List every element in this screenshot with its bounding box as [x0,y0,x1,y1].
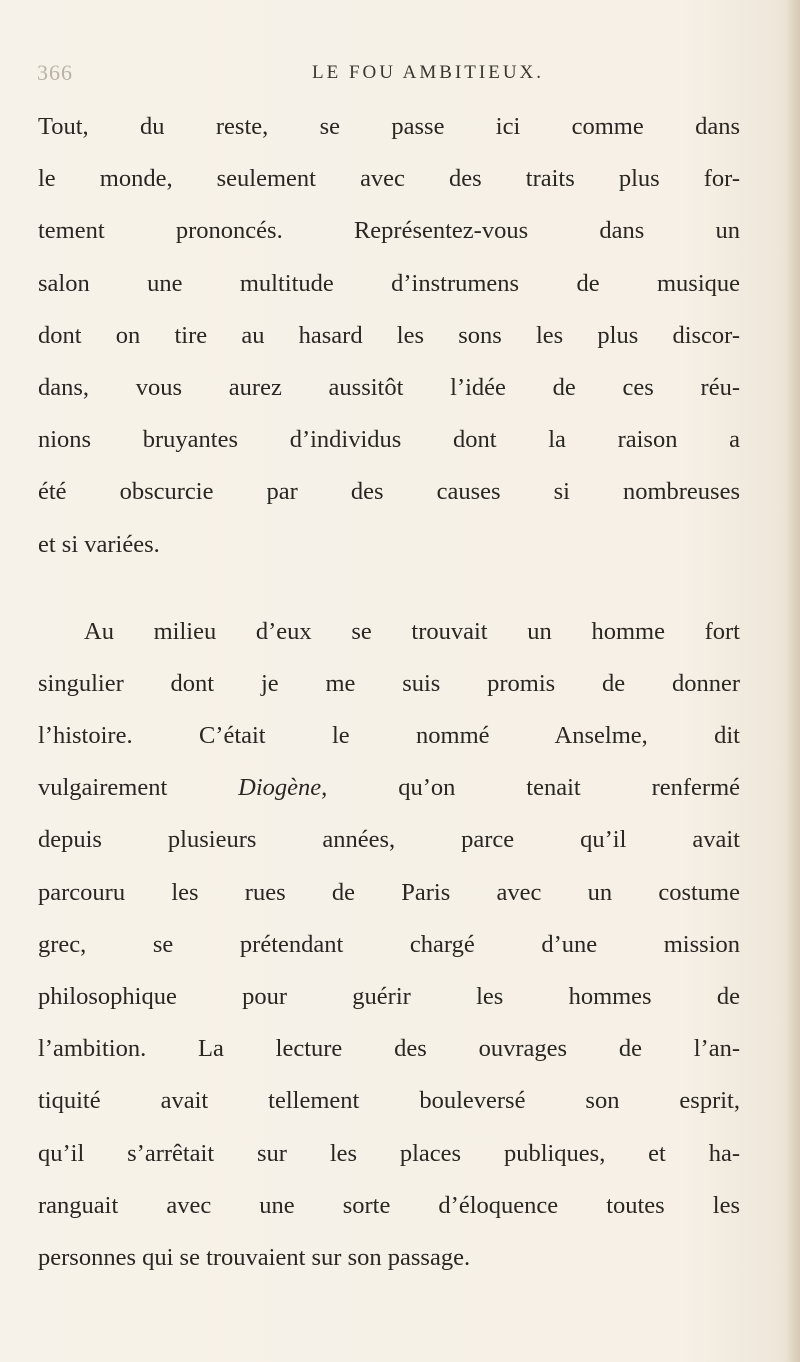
text-line: dans, vous aurez aussitôt l’idée de ces réu- [38,373,740,401]
text-line: Au milieu d’eux se trouvait un homme fort [84,617,740,645]
text-fragment: qu’on tenait renfermé [327,774,740,802]
paragraph-2 [38,606,740,1284]
italic-name-diogene: Diogène, [238,774,328,802]
paragraph-gap [38,571,740,606]
text-line: parcouru les rues de Paris avec un costume [38,878,740,906]
paragraph-1 [38,101,740,571]
page-header [0,60,800,96]
text-line: et si variées. [38,530,160,558]
text-line: l’histoire. C’était le nommé Anselme, dit [38,722,740,750]
text-line: dont on tire au hasard les sons les plus discor- [38,321,740,349]
text-line: grec, se prétendant chargé d’une mission [38,930,740,958]
text-line: l’ambition. La lecture des ouvrages de l’an- [38,1035,740,1063]
text-line: philosophique pour guérir les hommes de [38,983,740,1010]
text-line: ranguait avec une sorte d’éloquence toutes les [38,1191,740,1219]
text-line: Tout, du reste, se passe ici comme dans [38,113,740,140]
text-line-with-italic [38,762,740,814]
page-edge-shadow [786,0,800,1362]
page-number: 366 [37,60,73,85]
text-line: depuis plusieurs années, parce qu’il avait [38,826,740,854]
text-line: tiquité avait tellement bouleversé son esprit, [38,1087,740,1115]
text-line: le monde, seulement avec des traits plus for- [38,165,740,193]
text-line: nions bruyantes d’individus dont la raison a [38,426,740,454]
text-line: qu’il s’arrêtait sur les places publiques, et ha- [38,1139,740,1167]
body-text [38,101,740,1284]
text-line: personnes qui se trouvaient sur son passage. [38,1243,471,1271]
text-line: singulier dont je me suis promis de donner [38,669,740,697]
text-fragment: vulgairement [38,774,239,802]
text-line: salon une multitude d’instrumens de musique [38,269,740,297]
running-title: LE FOU AMBITIEUX. [312,62,545,83]
text-line: tement prononcés. Représentez-vous dans un [38,217,740,245]
text-line: été obscurcie par des causes si nombreuses [38,478,740,506]
